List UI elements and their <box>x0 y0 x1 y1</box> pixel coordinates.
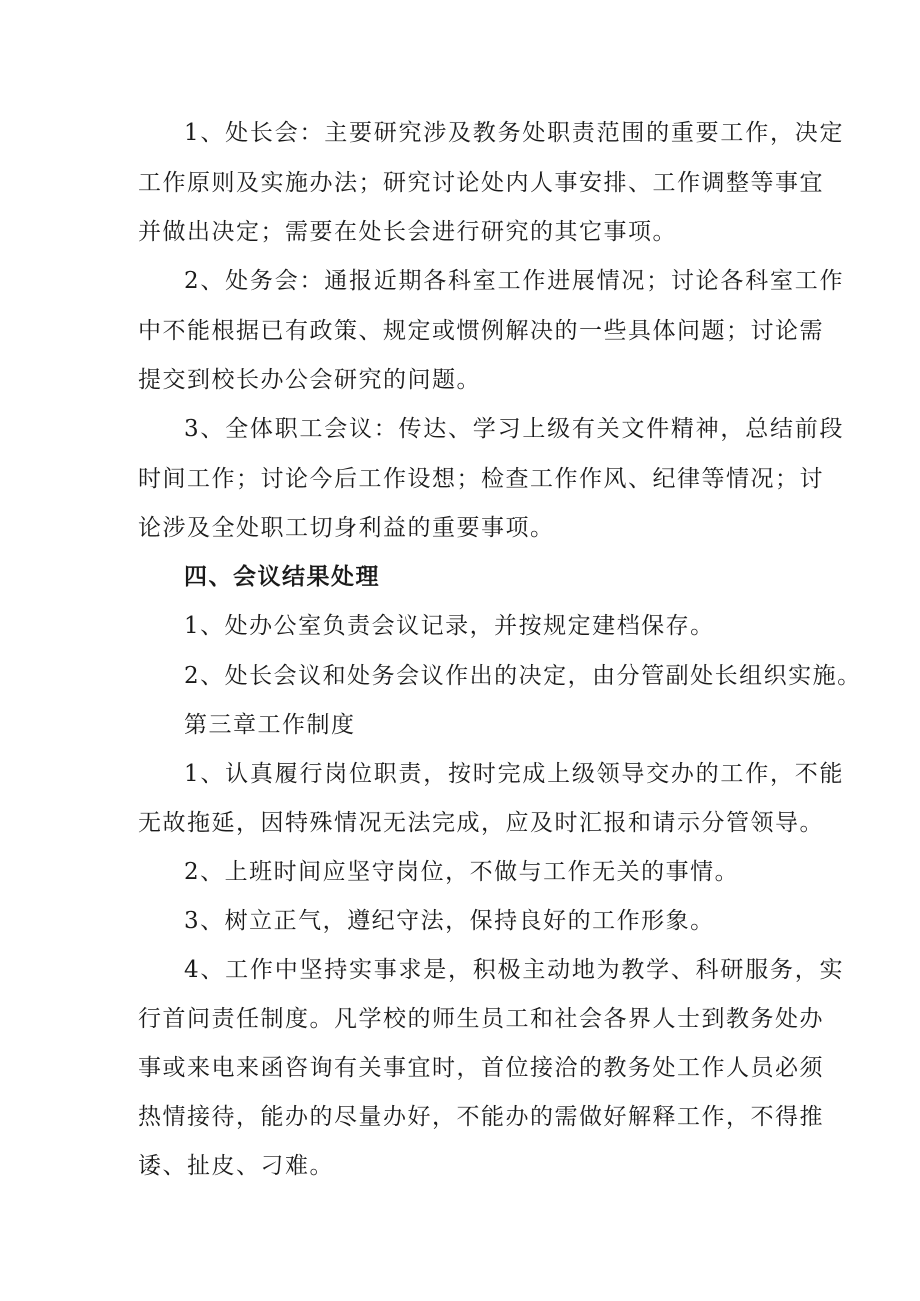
paragraph-1-line-3: 并做出决定；需要在处长会进行研究的其它事项。 <box>138 219 677 245</box>
paragraph-9-line-4: 热情接待，能办的尽量办好，不能办的需做好解释工作，不得推 <box>138 1104 824 1130</box>
paragraph-9-line-2: 行首问责任制度。凡学校的师生员工和社会各界人士到教务处办 <box>138 1006 824 1032</box>
paragraph-2-line-3: 提交到校长办公会研究的问题。 <box>138 367 481 393</box>
paragraph-7-line-1: 2、上班时间应坚守岗位，不做与工作无关的事情。 <box>184 859 740 885</box>
paragraph-1-line-1: 1、处长会：主要研究涉及教务处职责范围的重要工作，决定 <box>184 120 844 146</box>
paragraph-2-line-1: 2、处务会：通报近期各科室工作进展情况；讨论各科室工作 <box>184 268 844 294</box>
paragraph-6-line-1: 1、认真履行岗位职责，按时完成上级领导交办的工作，不能 <box>184 761 844 787</box>
paragraph-3-line-1: 3、全体职工会议：传达、学习上级有关文件精神，总结前段 <box>184 416 844 442</box>
paragraph-4-line-1: 1、处办公室负责会议记录，并按规定建档保存。 <box>184 613 715 639</box>
paragraph-3-line-3: 论涉及全处职工切身利益的重要事项。 <box>138 515 555 541</box>
paragraph-9-line-1: 4、工作中坚持实事求是，积极主动地为教学、科研服务，实 <box>184 957 844 983</box>
paragraph-3-line-2: 时间工作；讨论今后工作设想；检查工作作风、纪律等情况；讨 <box>138 466 824 492</box>
chapter-heading: 第三章工作制度 <box>184 712 356 738</box>
paragraph-6-line-2: 无故拖延，因特殊情况无法完成，应及时汇报和请示分管领导。 <box>138 810 824 836</box>
paragraph-5-line-1: 2、处长会议和处务会议作出的决定，由分管副处长组织实施。 <box>184 663 862 689</box>
paragraph-9-line-5: 诿、扯皮、刁难。 <box>138 1153 334 1179</box>
paragraph-1-line-2: 工作原则及实施办法；研究讨论处内人事安排、工作调整等事宜 <box>138 170 824 196</box>
paragraph-8-line-1: 3、树立正气，遵纪守法，保持良好的工作形象。 <box>184 908 715 934</box>
paragraph-2-line-2: 中不能根据已有政策、规定或惯例解决的一些具体问题；讨论需 <box>138 318 824 344</box>
paragraph-9-line-3: 事或来电来函咨询有关事宜时，首位接洽的教务处工作人员必须 <box>138 1055 824 1081</box>
section-heading: 四、会议结果处理 <box>184 563 380 590</box>
